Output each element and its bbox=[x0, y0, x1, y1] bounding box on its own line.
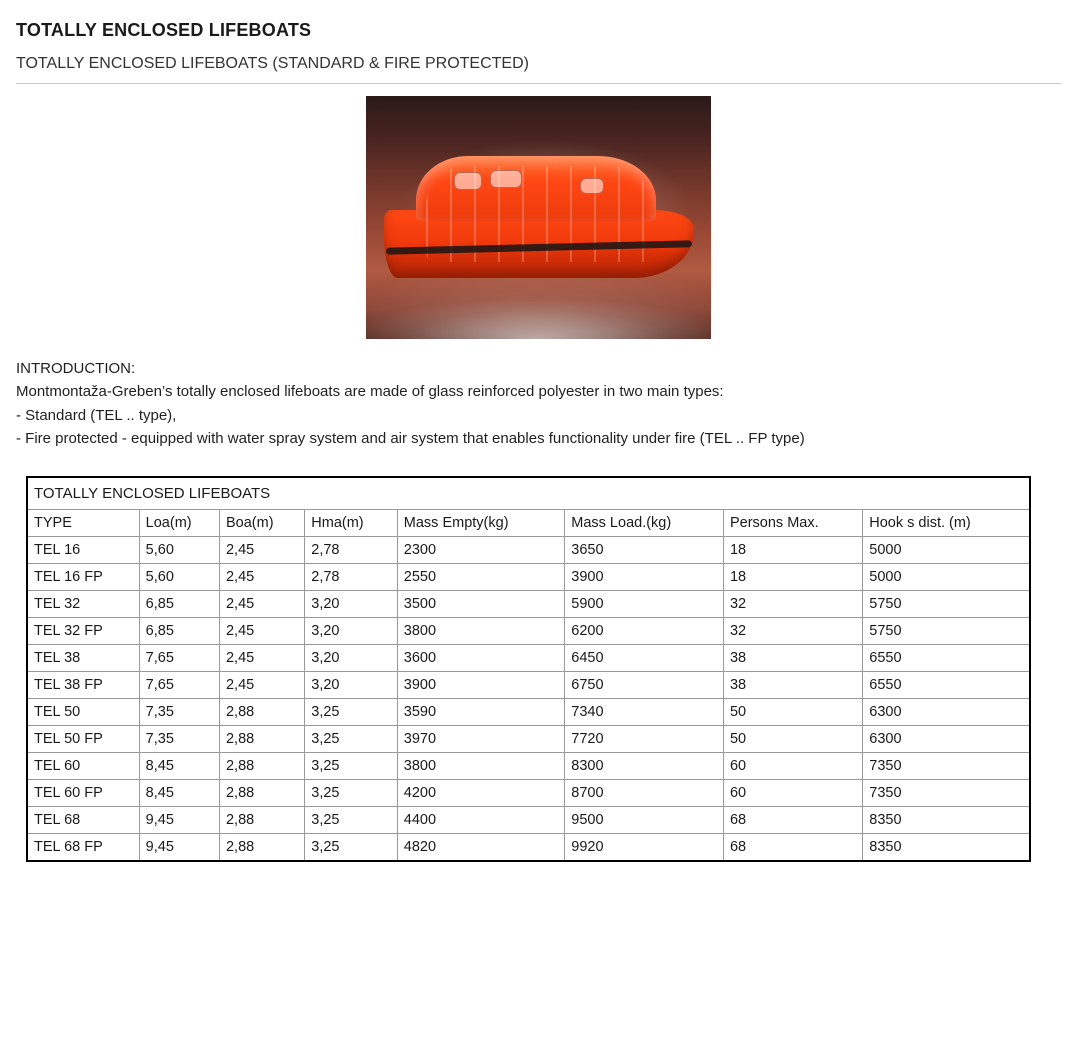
cell-hook-dist: 7350 bbox=[863, 780, 1030, 807]
cell-type: TEL 68 FP bbox=[27, 834, 139, 862]
cell-hma: 3,20 bbox=[305, 672, 398, 699]
cell-loa: 7,35 bbox=[139, 726, 219, 753]
water-spray bbox=[366, 253, 711, 339]
cell-persons-max: 18 bbox=[723, 564, 862, 591]
cell-persons-max: 38 bbox=[723, 672, 862, 699]
lifeboat-window bbox=[454, 172, 482, 190]
table-row bbox=[27, 834, 1030, 862]
cell-mass-load: 9500 bbox=[565, 807, 724, 834]
table-header-row bbox=[27, 510, 1030, 537]
cell-hook-dist: 8350 bbox=[863, 807, 1030, 834]
cell-mass-empty: 3900 bbox=[397, 672, 564, 699]
table-row bbox=[27, 753, 1030, 780]
cell-mass-empty: 4400 bbox=[397, 807, 564, 834]
cell-type: TEL 68 bbox=[27, 807, 139, 834]
cell-hook-dist: 5750 bbox=[863, 591, 1030, 618]
cell-hook-dist: 6300 bbox=[863, 726, 1030, 753]
cell-loa: 6,85 bbox=[139, 618, 219, 645]
cell-boa: 2,88 bbox=[219, 834, 304, 862]
cell-boa: 2,45 bbox=[219, 672, 304, 699]
cell-persons-max: 60 bbox=[723, 753, 862, 780]
cell-type: TEL 60 FP bbox=[27, 780, 139, 807]
lifeboat-window bbox=[580, 178, 604, 194]
cell-loa: 8,45 bbox=[139, 780, 219, 807]
column-header-hook-dist: Hook s dist. (m) bbox=[863, 510, 1030, 537]
cell-hook-dist: 8350 bbox=[863, 834, 1030, 862]
column-header-loa: Loa(m) bbox=[139, 510, 219, 537]
cell-loa: 6,85 bbox=[139, 591, 219, 618]
cell-boa: 2,88 bbox=[219, 780, 304, 807]
cell-type: TEL 50 FP bbox=[27, 726, 139, 753]
introduction-line-2: - Standard (TEL .. type), bbox=[16, 406, 177, 424]
cell-hma: 2,78 bbox=[305, 537, 398, 564]
cell-mass-empty: 3970 bbox=[397, 726, 564, 753]
cell-mass-load: 7340 bbox=[565, 699, 724, 726]
cell-boa: 2,45 bbox=[219, 618, 304, 645]
cell-mass-load: 7720 bbox=[565, 726, 724, 753]
cell-mass-empty: 3600 bbox=[397, 645, 564, 672]
table-row bbox=[27, 591, 1030, 618]
lifeboat-window bbox=[490, 170, 522, 188]
specifications-table bbox=[26, 476, 1031, 862]
cell-boa: 2,88 bbox=[219, 807, 304, 834]
cell-mass-load: 8300 bbox=[565, 753, 724, 780]
cell-mass-empty: 3500 bbox=[397, 591, 564, 618]
cell-hook-dist: 6550 bbox=[863, 645, 1030, 672]
cell-loa: 7,65 bbox=[139, 672, 219, 699]
cell-hma: 2,78 bbox=[305, 564, 398, 591]
cell-boa: 2,88 bbox=[219, 699, 304, 726]
cell-mass-load: 5900 bbox=[565, 591, 724, 618]
cell-hma: 3,25 bbox=[305, 807, 398, 834]
cell-mass-load: 9920 bbox=[565, 834, 724, 862]
cell-mass-load: 6200 bbox=[565, 618, 724, 645]
cell-hma: 3,20 bbox=[305, 591, 398, 618]
table-caption: TOTALLY ENCLOSED LIFEBOATS bbox=[27, 477, 1030, 510]
cell-loa: 9,45 bbox=[139, 834, 219, 862]
introduction-block bbox=[16, 357, 1061, 450]
introduction-line-3: - Fire protected - equipped with water spray system and air system that enables functionality under fire (TEL .. FP type) bbox=[16, 429, 805, 447]
column-header-persons-max: Persons Max. bbox=[723, 510, 862, 537]
introduction-heading: INTRODUCTION: bbox=[16, 360, 136, 377]
cell-type: TEL 16 bbox=[27, 537, 139, 564]
table-caption-row bbox=[27, 477, 1030, 510]
table-body bbox=[27, 477, 1030, 861]
cell-boa: 2,45 bbox=[219, 645, 304, 672]
figure-container bbox=[14, 96, 1063, 339]
cell-hook-dist: 6550 bbox=[863, 672, 1030, 699]
cell-hma: 3,25 bbox=[305, 780, 398, 807]
cell-loa: 5,60 bbox=[139, 564, 219, 591]
cell-hook-dist: 5000 bbox=[863, 537, 1030, 564]
cell-mass-load: 8700 bbox=[565, 780, 724, 807]
table-row bbox=[27, 537, 1030, 564]
cell-hook-dist: 5750 bbox=[863, 618, 1030, 645]
cell-boa: 2,88 bbox=[219, 726, 304, 753]
column-header-boa: Boa(m) bbox=[219, 510, 304, 537]
cell-boa: 2,88 bbox=[219, 753, 304, 780]
cell-mass-empty: 4820 bbox=[397, 834, 564, 862]
cell-type: TEL 38 FP bbox=[27, 672, 139, 699]
table-row bbox=[27, 726, 1030, 753]
cell-type: TEL 50 bbox=[27, 699, 139, 726]
page-subtitle: TOTALLY ENCLOSED LIFEBOATS (STANDARD & FIRE PROTECTED) bbox=[16, 55, 529, 72]
cell-hma: 3,20 bbox=[305, 618, 398, 645]
cell-mass-empty: 3800 bbox=[397, 618, 564, 645]
column-header-mass-empty: Mass Empty(kg) bbox=[397, 510, 564, 537]
cell-hook-dist: 5000 bbox=[863, 564, 1030, 591]
cell-persons-max: 50 bbox=[723, 699, 862, 726]
cell-boa: 2,45 bbox=[219, 591, 304, 618]
introduction-line-1: Montmontaža-Greben’s totally enclosed lifeboats are made of glass reinforced polyester in two main types: bbox=[16, 383, 724, 401]
table-row bbox=[27, 645, 1030, 672]
column-header-type: TYPE bbox=[27, 510, 139, 537]
cell-mass-load: 3900 bbox=[565, 564, 724, 591]
cell-mass-load: 6750 bbox=[565, 672, 724, 699]
cell-type: TEL 60 bbox=[27, 753, 139, 780]
page-title: TOTALLY ENCLOSED LIFEBOATS bbox=[16, 20, 312, 40]
cell-hook-dist: 6300 bbox=[863, 699, 1030, 726]
cell-type: TEL 38 bbox=[27, 645, 139, 672]
cell-boa: 2,45 bbox=[219, 564, 304, 591]
cell-persons-max: 68 bbox=[723, 807, 862, 834]
table-row bbox=[27, 807, 1030, 834]
cell-loa: 7,35 bbox=[139, 699, 219, 726]
table-row bbox=[27, 780, 1030, 807]
cell-mass-load: 3650 bbox=[565, 537, 724, 564]
cell-type: TEL 32 bbox=[27, 591, 139, 618]
cell-hma: 3,25 bbox=[305, 753, 398, 780]
cell-mass-empty: 3590 bbox=[397, 699, 564, 726]
cell-mass-empty: 3800 bbox=[397, 753, 564, 780]
cell-persons-max: 32 bbox=[723, 618, 862, 645]
cell-type: TEL 16 FP bbox=[27, 564, 139, 591]
lifeboat-photo bbox=[366, 96, 711, 339]
cell-loa: 5,60 bbox=[139, 537, 219, 564]
table-row bbox=[27, 618, 1030, 645]
cell-persons-max: 68 bbox=[723, 834, 862, 862]
table-row bbox=[27, 699, 1030, 726]
cell-boa: 2,45 bbox=[219, 537, 304, 564]
table-row bbox=[27, 564, 1030, 591]
cell-hma: 3,25 bbox=[305, 834, 398, 862]
cell-type: TEL 32 FP bbox=[27, 618, 139, 645]
cell-loa: 9,45 bbox=[139, 807, 219, 834]
cell-mass-load: 6450 bbox=[565, 645, 724, 672]
column-header-mass-load: Mass Load.(kg) bbox=[565, 510, 724, 537]
cell-persons-max: 60 bbox=[723, 780, 862, 807]
cell-hook-dist: 7350 bbox=[863, 753, 1030, 780]
cell-persons-max: 38 bbox=[723, 645, 862, 672]
cell-loa: 8,45 bbox=[139, 753, 219, 780]
table-row bbox=[27, 672, 1030, 699]
cell-hma: 3,25 bbox=[305, 699, 398, 726]
cell-hma: 3,25 bbox=[305, 726, 398, 753]
column-header-hma: Hma(m) bbox=[305, 510, 398, 537]
cell-persons-max: 32 bbox=[723, 591, 862, 618]
cell-mass-empty: 4200 bbox=[397, 780, 564, 807]
header-divider bbox=[16, 83, 1061, 84]
cell-mass-empty: 2550 bbox=[397, 564, 564, 591]
cell-persons-max: 50 bbox=[723, 726, 862, 753]
cell-hma: 3,20 bbox=[305, 645, 398, 672]
cell-mass-empty: 2300 bbox=[397, 537, 564, 564]
cell-persons-max: 18 bbox=[723, 537, 862, 564]
cell-loa: 7,65 bbox=[139, 645, 219, 672]
